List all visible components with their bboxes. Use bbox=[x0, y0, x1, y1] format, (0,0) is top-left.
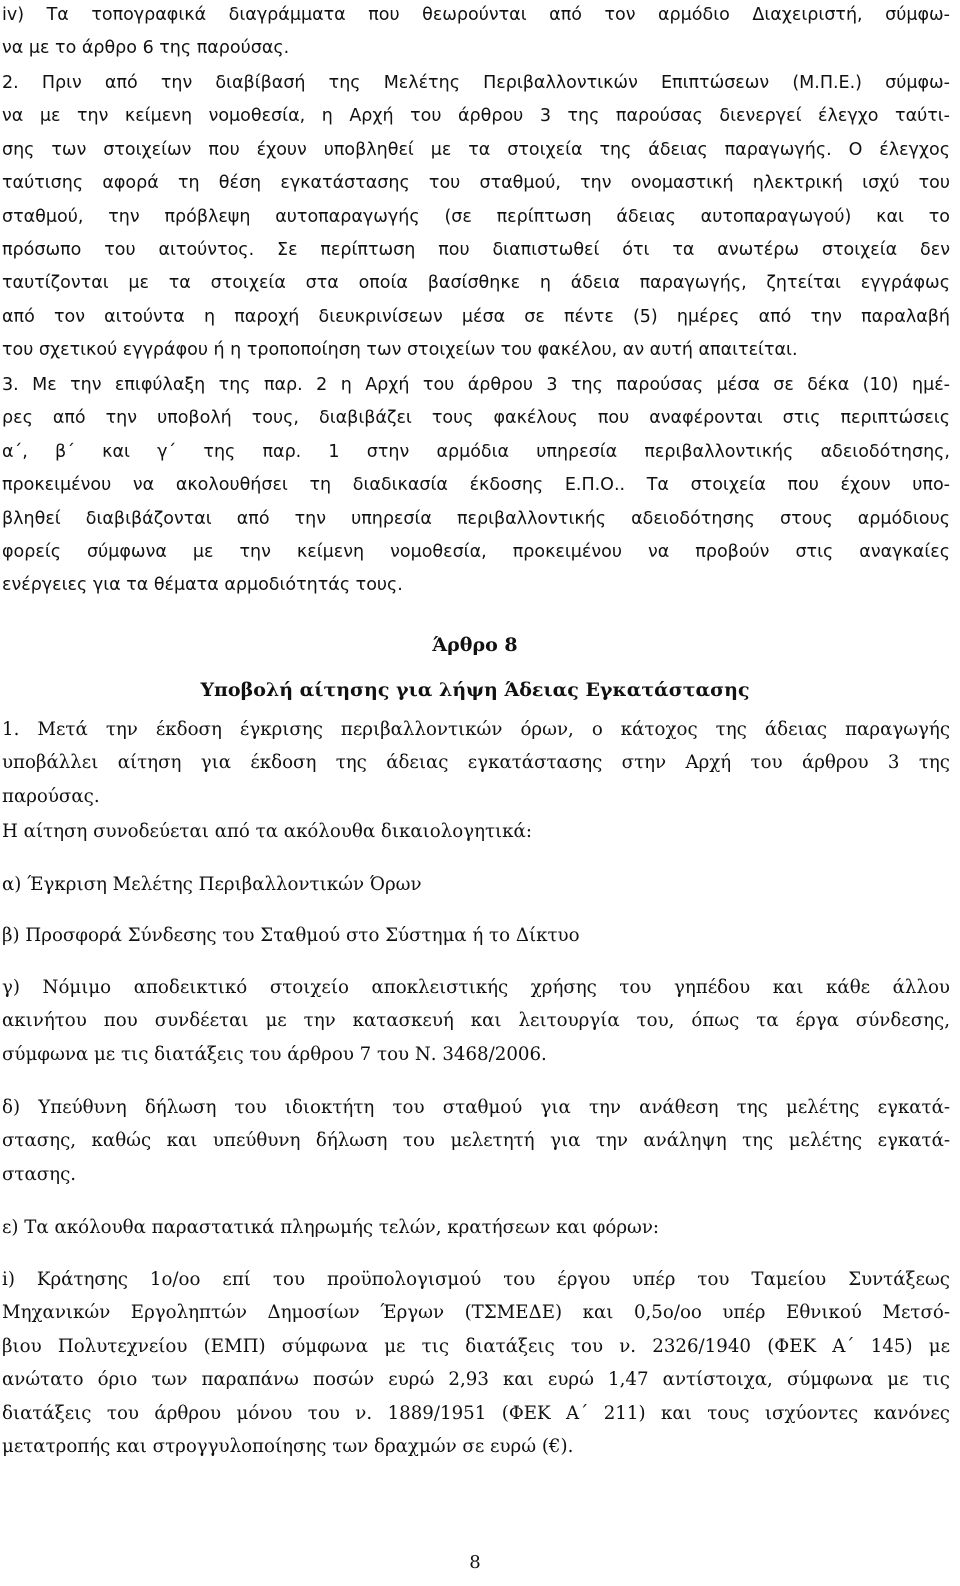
text-line: μετατροπής και στρογγυλοποίησης των δραχμών σε ευρώ (€). bbox=[2, 1435, 574, 1457]
text-line: 1. Μετά την έκδοση έγκρισης περιβαλλοντικών όρων, ο κάτοχος της άδειας παραγωγής bbox=[2, 719, 950, 740]
text-line: ε) Τα ακόλουθα παραστατικά πληρωμής τελών, κρατήσεων και φόρων: bbox=[2, 1217, 660, 1238]
text-line: να με το άρθρο 6 της παρούσας. bbox=[2, 38, 290, 59]
article-8-intro bbox=[2, 815, 950, 848]
text-line: α΄, β΄ και γ΄ της παρ. 1 στην αρμόδια υπηρεσία περιβαλλοντικής αδειοδότησης, bbox=[2, 441, 950, 462]
text-line: στασης. bbox=[2, 1163, 77, 1185]
text-line: βληθεί διαβιβάζονται από την υπηρεσία περιβαλλοντικής αδειοδότησης στους αρμόδιους bbox=[2, 508, 950, 529]
text-line: υποβάλλει αίτηση για έκδοση της άδειας εγκατάστασης στην Αρχή του άρθρου 3 της bbox=[2, 752, 950, 774]
text-line: α) Έγκριση Μελέτης Περιβαλλοντικών Όρων bbox=[2, 874, 422, 895]
text-line: iv) Τα τοπογραφικά διαγράμματα που θεωρούνται από τον αρμόδιο Διαχειριστή, σύμφω- bbox=[2, 5, 950, 25]
article-8-item-b bbox=[2, 919, 950, 952]
text-line: ακινήτου που συνδέεται με την κατασκευή και λειτουργία του, όπως τα έργα σύνδεσης, bbox=[2, 1010, 950, 1032]
article-8-paragraph-1 bbox=[2, 713, 950, 813]
text-line: φορείς σύμφωνα με την κείμενη νομοθεσία, προκειμένου να προβούν στις αναγκαίες bbox=[2, 541, 950, 562]
text-line: γ) Νόμιμο αποδεικτικό στοιχείο αποκλειστικής χρήσης του γηπέδου και κάθε άλλου bbox=[2, 977, 950, 998]
page-number: 8 bbox=[469, 1552, 481, 1573]
text-line: του σχετικού εγγράφου ή η τροποποίηση των στοιχείων του φακέλου, αν αυτή απαιτείται. bbox=[2, 340, 798, 361]
text-line: 2. Πριν από την διαβίβασή της Μελέτης Περιβαλλοντικών Επιπτώσεων (Μ.Π.Ε.) σύμφω- bbox=[2, 73, 950, 93]
text-line: πρόσωπο του αιτούντος. Σε περίπτωση που διαπιστωθεί ότι τα ανωτέρω στοιχεία δεν bbox=[2, 239, 950, 260]
text-line: 3. Με την επιφύλαξη της παρ. 2 η Αρχή του άρθρου 3 της παρούσας μέσα σε δέκα (10) ημέ- bbox=[2, 375, 950, 395]
text-line: Μηχανικών Εργοληπτών Δημοσίων Έργων (ΤΣΜΕΔΕ) και 0,5ο/οο υπέρ Εθνικού Μετσό- bbox=[2, 1302, 950, 1324]
article-8-item-e-i bbox=[2, 1263, 950, 1463]
text-line: ταυτίζονται με τα στοιχεία στα οποία βασίσθηκε η άδεια παραγωγής, ζητείται εγγράφως bbox=[2, 273, 950, 294]
article-8-item-c bbox=[2, 971, 950, 1071]
text-line: ανώτατο όριο των παραπάνω ποσών ευρώ 2,93 και ευρώ 1,47 αντίστοιχα, σύμφωνα με τις bbox=[2, 1369, 950, 1391]
article-8-item-a bbox=[2, 868, 950, 901]
text-line: ρες από την υποβολή τους, διαβιβάζει τους φακέλους που αναφέρονται στις περιπτώσεις bbox=[2, 408, 950, 429]
paragraph-3 bbox=[2, 369, 950, 603]
text-line: διατάξεις του άρθρου μόνου του ν. 1889/1951 (ΦΕΚ Α΄ 211) και τους ισχύοντες κανόνες bbox=[2, 1402, 950, 1424]
text-line: σταθμού, την πρόβλεψη αυτοπαραγωγής (σε περίπτωση άδειας αυτοπαραγωγού) και το bbox=[2, 206, 950, 227]
text-line: ταύτισης αφορά τη θέση εγκατάστασης του σταθμού, την ονομαστική ηλεκτρική ισχύ του bbox=[2, 173, 950, 194]
text-line: σης των στοιχείων που έχουν υποβληθεί με τα στοιχεία της άδειας παραγωγής. Ο έλεγχος bbox=[2, 139, 950, 160]
text-line: ενέργειες για τα θέματα αρμοδιότητάς τους. bbox=[2, 575, 403, 596]
text-line: Η αίτηση συνοδεύεται από τα ακόλουθα δικαιολογητικά: bbox=[2, 821, 532, 842]
text-line: να με την κείμενη νομοθεσία, η Αρχή του άρθρου 3 της παρούσας διενεργεί έλεγχο ταύτι- bbox=[2, 106, 950, 127]
item-iv bbox=[2, 0, 950, 66]
text-line: βιου Πολυτεχνείου (ΕΜΠ) σύμφωνα με τις διατάξεις του ν. 2326/1940 (ΦΕΚ Α΄ 145) με bbox=[2, 1335, 950, 1357]
article-8-item-d bbox=[2, 1091, 950, 1191]
text-line: i) Κράτησης 1ο/οο επί του προϋπολογισμού του έργου υπέρ του Ταμείου Συντάξεως bbox=[2, 1269, 950, 1290]
text-line: παρούσας. bbox=[2, 785, 100, 807]
article-title: Υποβολή αίτησης για λήψη Άδειας Εγκατάστασης bbox=[200, 679, 750, 701]
text-line: από τον αιτούντα η παροχή διευκρινίσεων μέσα σε πέντε (5) ημέρες από την παραλαβή bbox=[2, 306, 950, 327]
text-line: σύμφωνα με τις διατάξεις του άρθρου 7 του Ν. 3468/2006. bbox=[2, 1043, 547, 1065]
text-line: β) Προσφορά Σύνδεσης του Σταθμού στο Σύστημα ή το Δίκτυο bbox=[2, 925, 580, 946]
article-number: Άρθρο 8 bbox=[432, 634, 518, 656]
paragraph-2 bbox=[2, 67, 950, 368]
text-line: στασης, καθώς και υπεύθυνη δήλωση του μελετητή για την ανάληψη της μελέτης εγκατά- bbox=[2, 1130, 950, 1152]
article-8-item-e bbox=[2, 1211, 950, 1244]
text-line: προκειμένου να ακολουθήσει τη διαδικασία έκδοσης Ε.Π.Ο.. Τα στοιχεία που έχουν υπο- bbox=[2, 475, 950, 496]
text-line: δ) Υπεύθυνη δήλωση του ιδιοκτήτη του σταθμού για την ανάθεση της μελέτης εγκατά- bbox=[2, 1097, 950, 1118]
